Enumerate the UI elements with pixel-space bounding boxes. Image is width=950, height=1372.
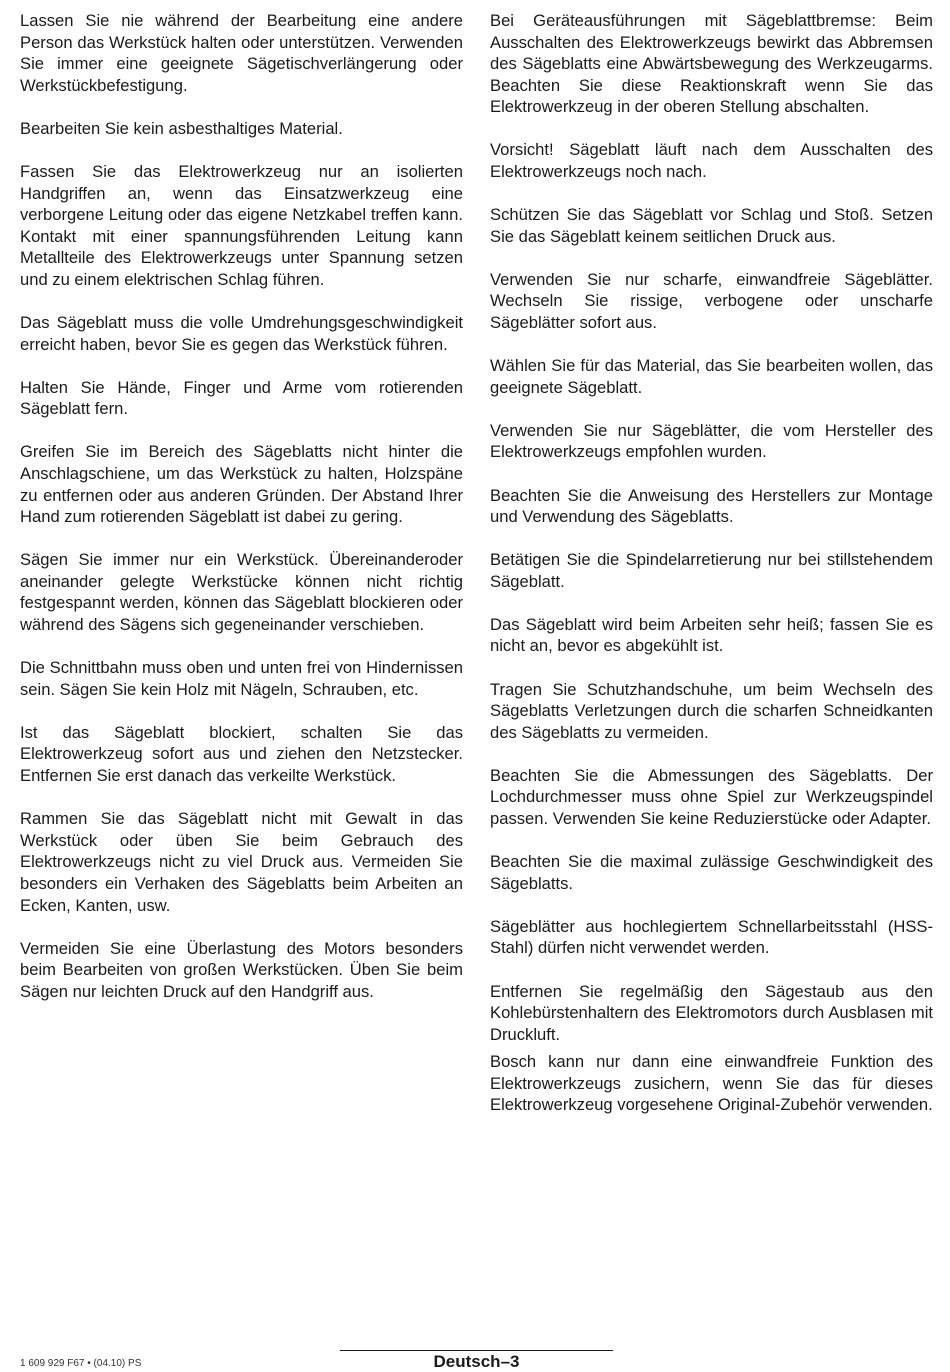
paragraph: Wählen Sie für das Material, das Sie bearbeiten wollen, das geeignete Sägeblatt. bbox=[490, 356, 933, 397]
footer-divider bbox=[340, 1350, 613, 1351]
paragraph: Verwenden Sie nur Sägeblätter, die vom Hersteller des Elektrowerkzeugs empfohlen wurden. bbox=[490, 420, 933, 462]
paragraph: Tragen Sie Schutzhandschuhe, um beim Wechseln des Sägeblatts Verletzungen durch die scharfen Schneidkanten des Sägeblatts zu vermeiden. bbox=[490, 679, 933, 742]
paragraph: Greifen Sie im Bereich des Sägeblatts nicht hinter die Anschlagschiene, um das Werkstück zu halten, Holzspäne zu entfernen oder aus anderen Gründen. Der Abstand Ihrer Hand zum rotierenden Sägeblatt ist dabei zu gering. bbox=[20, 442, 463, 527]
paragraph: Fassen Sie das Elektrowerkzeug nur an isolierten Handgriffen an, wenn das Einsatzwerkzeug eine verborgene Leitung oder das eigene Netzkabel treffen kann. Kontakt mit einer spannungsführenden Leitung kann Metallteile des Elektrowerkzeugs unter Spannung setzen und zu einem elektrischen Schlag führen. bbox=[20, 161, 463, 289]
paragraph: Ist das Sägeblatt blockiert, schalten Sie das Elektrowerkzeug sofort aus und ziehen den Netzstecker. Entfernen Sie erst danach das verkeilte Werkstück. bbox=[20, 722, 463, 786]
paragraph: Bosch kann nur dann eine einwandfreie Funktion des Elektrowerkzeugs zusichern, wenn Sie das für dieses Elektrowerkzeug vorgesehene Original-Zubehör verwenden. bbox=[490, 1052, 933, 1115]
page-number-label: Deutsch–3 bbox=[433, 1352, 520, 1371]
document-code: 1 609 929 F67 • (04.10) PS bbox=[20, 1358, 142, 1369]
paragraph: Bearbeiten Sie kein asbesthaltiges Material. bbox=[20, 118, 343, 138]
paragraph: Halten Sie Hände, Finger und Arme vom rotierenden Sägeblatt fern. bbox=[20, 377, 463, 419]
paragraph: Vermeiden Sie eine Überlastung des Motors besonders beim Bearbeiten von großen Werkstücken. Üben Sie beim Sägen nur leichten Druck auf den Handgriff aus. bbox=[20, 938, 463, 1001]
paragraph: Beachten Sie die Anweisung des Herstellers zur Montage und Verwendung des Sägeblatts. bbox=[490, 485, 933, 527]
paragraph: Lassen Sie nie während der Bearbeitung eine andere Person das Werkstück halten oder unterstützen. Verwenden Sie immer eine geeignete Sägetischverlängerung oder Werkstückbefestigung. bbox=[20, 11, 463, 95]
paragraph: Sägeblätter aus hochlegiertem Schnellarbeitsstahl (HSS-Stahl) dürfen nicht verwendet werden. bbox=[490, 916, 933, 958]
paragraph: Das Sägeblatt muss die volle Umdrehungsgeschwindigkeit erreicht haben, bevor Sie es gegen das Werkstück führen. bbox=[20, 313, 463, 354]
right-text-column bbox=[490, 10, 933, 1138]
left-text-column bbox=[20, 10, 463, 1024]
paragraph: Das Sägeblatt wird beim Arbeiten sehr heiß; fassen Sie es nicht an, bevor es abgekühlt ist. bbox=[490, 614, 933, 656]
paragraph: Verwenden Sie nur scharfe, einwandfreie Sägeblätter. Wechseln Sie rissige, verbogene oder unscharfe Sägeblätter sofort aus. bbox=[490, 269, 933, 333]
paragraph: Schützen Sie das Sägeblatt vor Schlag und Stoß. Setzen Sie das Sägeblatt keinem seitlichen Druck aus. bbox=[490, 205, 933, 246]
paragraph: Betätigen Sie die Spindelarretierung nur bei stillstehendem Sägeblatt. bbox=[490, 550, 933, 591]
paragraph: Entfernen Sie regelmäßig den Sägestaub aus den Kohlebürstenhaltern des Elektromotors durch Ausblasen mit Druckluft. bbox=[490, 981, 933, 1044]
paragraph: Die Schnittbahn muss oben und unten frei von Hindernissen sein. Sägen Sie kein Holz mit Nägeln, Schrauben, etc. bbox=[20, 658, 463, 699]
paragraph: Bei Geräteausführungen mit Sägeblattbremse: Beim Ausschalten des Elektrowerkzeugs bewirkt das Abbremsen des Sägeblatts eine Abwärtsbewegung des Werkzeugarms. Beachten Sie diese Reaktionskraft wenn Sie das Elektrowerkzeug in der oberen Stellung abschalten. bbox=[490, 11, 933, 117]
paragraph: Sägen Sie immer nur ein Werkstück. Übereinanderoder aneinander gelegte Werkstücke können nicht richtig festgespannt werden, können das Sägeblatt blockieren oder während des Sägens sich gegeneinander verschieben. bbox=[20, 550, 463, 635]
paragraph: Beachten Sie die Abmessungen des Sägeblatts. Der Lochdurchmesser muss ohne Spiel zur Werkzeugspindel passen. Verwenden Sie keine Reduzierstücke oder Adapter. bbox=[490, 765, 933, 829]
paragraph: Vorsicht! Sägeblatt läuft nach dem Ausschalten des Elektrowerkzeugs noch nach. bbox=[490, 140, 933, 182]
paragraph: Rammen Sie das Sägeblatt nicht mit Gewalt in das Werkstück oder üben Sie beim Gebrauch des Elektrowerkzeugs nicht zu viel Druck aus. Vermeiden Sie besonders ein Verhaken des Sägeblatts beim Arbeiten an Ecken, Kanten, usw. bbox=[20, 809, 463, 915]
paragraph: Beachten Sie die maximal zulässige Geschwindigkeit des Sägeblatts. bbox=[490, 852, 933, 893]
